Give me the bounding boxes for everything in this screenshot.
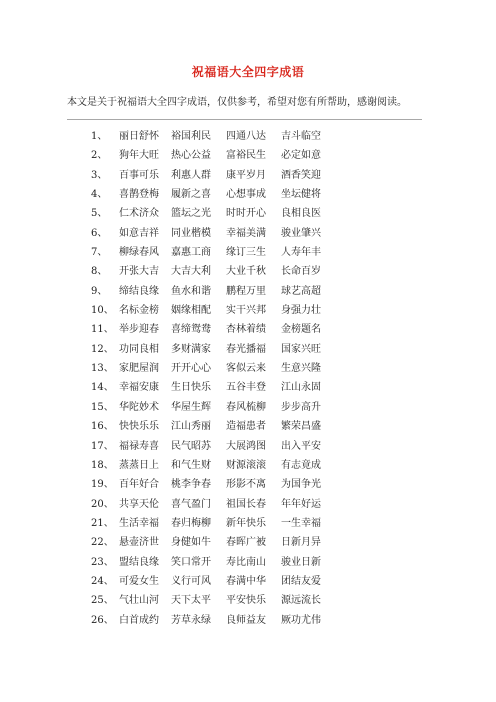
phrase: 福禄寿喜 bbox=[119, 440, 159, 452]
phrase: 平安快乐 bbox=[226, 595, 266, 607]
phrase: 嘉惠工商 bbox=[171, 247, 211, 259]
phrase: 酒香笑迎 bbox=[281, 169, 321, 181]
phrase: 源远流长 bbox=[281, 595, 321, 607]
phrase: 可爱女生 bbox=[119, 575, 159, 587]
item-number: 6、 bbox=[91, 227, 108, 239]
phrase: 国家兴旺 bbox=[281, 343, 321, 355]
phrase: 百年好合 bbox=[119, 479, 159, 491]
list-item bbox=[91, 146, 336, 165]
phrase: 华屋生辉 bbox=[171, 401, 211, 413]
list-item bbox=[91, 611, 336, 630]
phrase: 开开心心 bbox=[171, 363, 211, 375]
phrase: 开张大吉 bbox=[119, 266, 159, 278]
list-item bbox=[91, 437, 336, 456]
phrase: 生日快乐 bbox=[171, 382, 211, 394]
list-item bbox=[91, 127, 336, 146]
phrase: 形影不离 bbox=[226, 479, 266, 491]
phrase: 金榜题名 bbox=[281, 324, 321, 336]
phrase: 狗年大旺 bbox=[119, 150, 159, 162]
phrase: 丽日舒怀 bbox=[119, 131, 159, 142]
phrase: 时时开心 bbox=[226, 208, 266, 220]
phrase: 蒸蒸日上 bbox=[119, 459, 159, 471]
phrase: 履新之喜 bbox=[171, 189, 211, 201]
phrase: 新年快乐 bbox=[226, 517, 266, 529]
phrase: 白首成约 bbox=[119, 614, 159, 626]
item-number: 14、 bbox=[91, 382, 114, 394]
phrase: 篮坛之光 bbox=[171, 208, 211, 220]
phrase: 四通八达 bbox=[226, 131, 266, 142]
phrase: 和气生财 bbox=[171, 459, 211, 471]
phrase: 华陀妙术 bbox=[119, 401, 159, 413]
divider-line bbox=[67, 119, 422, 120]
phrase: 江山永固 bbox=[281, 382, 321, 394]
phrase: 实干兴邦 bbox=[226, 305, 266, 317]
item-number: 17、 bbox=[91, 440, 114, 452]
phrase: 家肥屋润 bbox=[119, 363, 159, 375]
phrase: 客似云来 bbox=[226, 363, 266, 375]
phrase: 缔结良缘 bbox=[119, 285, 159, 297]
phrase: 百事可乐 bbox=[119, 169, 159, 181]
item-number: 7、 bbox=[91, 247, 108, 259]
phrase: 春光播福 bbox=[226, 343, 266, 355]
phrase: 出入平安 bbox=[281, 440, 321, 452]
item-number: 4、 bbox=[91, 189, 108, 201]
phrase: 春归梅柳 bbox=[171, 517, 211, 529]
phrase: 仁术济众 bbox=[119, 208, 159, 220]
phrase: 姻缘相配 bbox=[171, 305, 211, 317]
item-number: 8、 bbox=[91, 266, 108, 278]
phrase: 厥功尤伟 bbox=[281, 614, 321, 626]
phrase: 良师益友 bbox=[226, 614, 266, 626]
phrase: 必定如意 bbox=[281, 150, 321, 162]
list-item bbox=[91, 553, 336, 572]
list-item bbox=[91, 359, 336, 378]
phrase: 寿比南山 bbox=[226, 556, 266, 568]
phrase: 心想事成 bbox=[226, 189, 266, 201]
phrase: 大展鸿图 bbox=[226, 440, 266, 452]
phrase: 悬壶济世 bbox=[119, 537, 159, 549]
phrase: 杏林着绩 bbox=[226, 324, 266, 336]
phrase: 生活幸福 bbox=[119, 517, 159, 529]
item-number: 10、 bbox=[91, 305, 114, 317]
phrase: 共享天伦 bbox=[119, 498, 159, 510]
list-item bbox=[91, 301, 336, 320]
phrase: 喜缔鸳鸯 bbox=[171, 324, 211, 336]
phrase: 大业千秋 bbox=[226, 266, 266, 278]
phrase: 财源滚滚 bbox=[226, 459, 266, 471]
phrase: 一生幸福 bbox=[281, 517, 321, 529]
phrase: 喜气盈门 bbox=[171, 498, 211, 510]
item-number: 21、 bbox=[91, 517, 114, 529]
item-number: 19、 bbox=[91, 479, 114, 491]
list-item bbox=[91, 456, 336, 475]
phrase: 鱼水和谐 bbox=[171, 285, 211, 297]
item-number: 9、 bbox=[91, 285, 108, 297]
phrase: 鹏程万里 bbox=[226, 285, 266, 297]
list-item bbox=[91, 378, 336, 397]
phrase: 年年好运 bbox=[281, 498, 321, 510]
list-item bbox=[91, 417, 336, 436]
phrase: 吉斗临空 bbox=[281, 131, 321, 142]
phrase: 身强力壮 bbox=[281, 305, 321, 317]
phrase: 喜鹊登梅 bbox=[119, 189, 159, 201]
list-item bbox=[91, 243, 336, 262]
item-number: 2、 bbox=[91, 150, 108, 162]
phrase: 功同良相 bbox=[119, 343, 159, 355]
phrase: 举步迎春 bbox=[119, 324, 159, 336]
phrase: 坐坛健将 bbox=[281, 189, 321, 201]
item-number: 26、 bbox=[91, 614, 114, 626]
phrase: 江山秀丽 bbox=[171, 421, 211, 433]
phrase: 利惠人群 bbox=[171, 169, 211, 181]
list-item bbox=[91, 591, 336, 610]
item-number: 23、 bbox=[91, 556, 114, 568]
item-number: 11、 bbox=[91, 324, 114, 336]
phrase: 笑口常开 bbox=[171, 556, 211, 568]
item-number: 24、 bbox=[91, 575, 114, 587]
phrase: 球艺高超 bbox=[281, 285, 321, 297]
item-number: 20、 bbox=[91, 498, 114, 510]
phrase: 人寿年丰 bbox=[281, 247, 321, 259]
item-number: 18、 bbox=[91, 459, 114, 471]
phrase: 快快乐乐 bbox=[119, 421, 159, 433]
phrase: 幸福美满 bbox=[226, 227, 266, 239]
phrase: 生意兴隆 bbox=[281, 363, 321, 375]
item-number: 3、 bbox=[91, 169, 108, 181]
phrase: 名标金榜 bbox=[119, 305, 159, 317]
phrase: 步步高升 bbox=[281, 401, 321, 413]
item-number: 22、 bbox=[91, 537, 114, 549]
list-item bbox=[91, 282, 336, 301]
phrase: 繁荣昌盛 bbox=[281, 421, 321, 433]
list-item bbox=[91, 475, 336, 494]
list-item bbox=[91, 572, 336, 591]
phrase: 富裕民生 bbox=[226, 150, 266, 162]
phrase: 良相良医 bbox=[281, 208, 321, 220]
phrase: 民气昭苏 bbox=[171, 440, 211, 452]
phrase: 长命百岁 bbox=[281, 266, 321, 278]
phrase: 春风梳柳 bbox=[226, 401, 266, 413]
phrase: 同业楷模 bbox=[171, 227, 211, 239]
phrase: 骏业日新 bbox=[281, 556, 321, 568]
list-item bbox=[91, 495, 336, 514]
phrase: 天下太平 bbox=[171, 595, 211, 607]
phrase: 气壮山河 bbox=[119, 595, 159, 607]
list-item bbox=[91, 340, 336, 359]
list-item bbox=[91, 224, 336, 243]
document-title: 祝福语大全四字成语 bbox=[191, 65, 305, 79]
phrase: 团结友爱 bbox=[281, 575, 321, 587]
item-number: 13、 bbox=[91, 363, 114, 375]
phrase: 多财满家 bbox=[171, 343, 211, 355]
phrase: 日新月异 bbox=[281, 537, 321, 549]
phrase: 桃李争春 bbox=[171, 479, 211, 491]
intro-paragraph: 本文是关于祝福语大全四字成语，仅供参考，希望对您有所帮助，感谢阅读。 bbox=[67, 97, 407, 108]
list-item bbox=[91, 185, 336, 204]
item-number: 15、 bbox=[91, 401, 114, 413]
item-number: 5、 bbox=[91, 208, 108, 220]
phrase: 裕国利民 bbox=[171, 131, 211, 142]
phrase-list bbox=[91, 127, 336, 630]
phrase: 祖国长春 bbox=[226, 498, 266, 510]
list-item bbox=[91, 398, 336, 417]
phrase: 幸福安康 bbox=[119, 382, 159, 394]
phrase: 五谷丰登 bbox=[226, 382, 266, 394]
phrase: 春满中华 bbox=[226, 575, 266, 587]
phrase: 骏业肇兴 bbox=[281, 227, 321, 239]
list-item bbox=[91, 514, 336, 533]
phrase: 春晖广被 bbox=[226, 537, 266, 549]
item-number: 1、 bbox=[91, 131, 108, 142]
item-number: 25、 bbox=[91, 595, 114, 607]
phrase: 康平岁月 bbox=[226, 169, 266, 181]
phrase: 为国争光 bbox=[281, 479, 321, 491]
phrase: 有志竟成 bbox=[281, 459, 321, 471]
list-item bbox=[91, 320, 336, 339]
phrase: 热心公益 bbox=[171, 150, 211, 162]
phrase: 义行可风 bbox=[171, 575, 211, 587]
phrase: 如意吉祥 bbox=[119, 227, 159, 239]
list-item bbox=[91, 166, 336, 185]
phrase: 身健如牛 bbox=[171, 537, 211, 549]
item-number: 16、 bbox=[91, 421, 114, 433]
phrase: 缘订三生 bbox=[226, 247, 266, 259]
phrase: 盟结良缘 bbox=[119, 556, 159, 568]
phrase: 大吉大利 bbox=[171, 266, 211, 278]
phrase: 造福患者 bbox=[226, 421, 266, 433]
list-item bbox=[91, 533, 336, 552]
phrase: 柳绿春风 bbox=[119, 247, 159, 259]
list-item bbox=[91, 262, 336, 281]
item-number: 12、 bbox=[91, 343, 114, 355]
phrase: 芳草永绿 bbox=[171, 614, 211, 626]
list-item bbox=[91, 204, 336, 223]
